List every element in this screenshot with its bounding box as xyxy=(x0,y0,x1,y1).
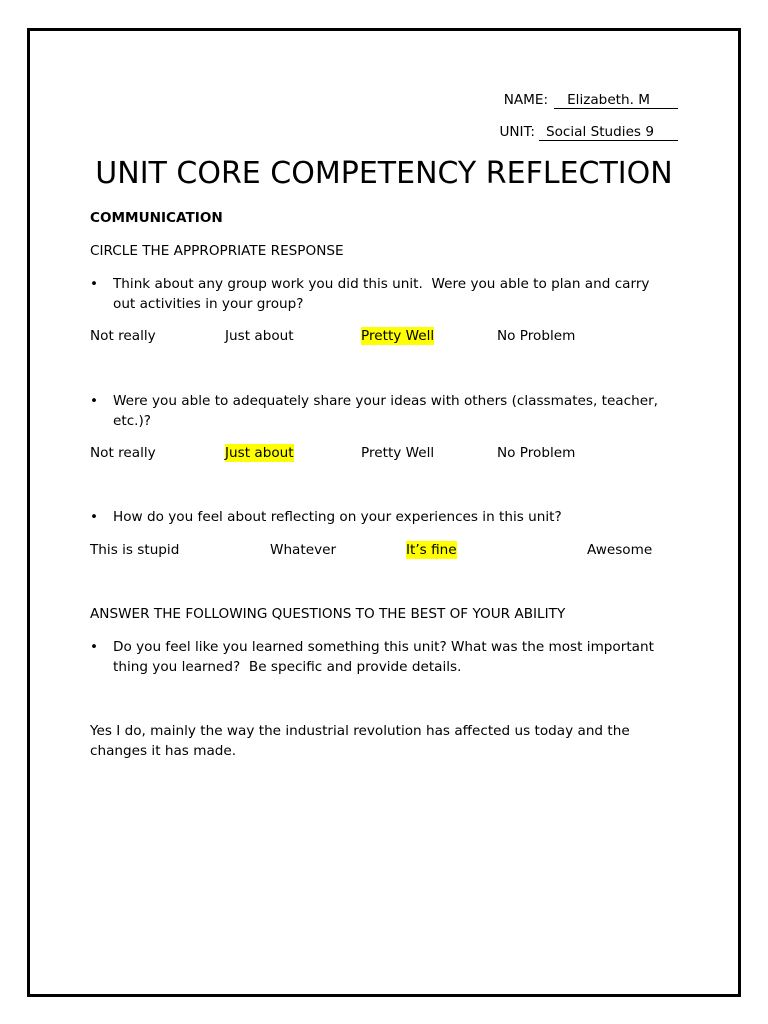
q1-option-no-problem: No Problem xyxy=(497,328,576,344)
q2-option-not-really: Not really xyxy=(90,445,156,461)
section-heading-communication: COMMUNICATION xyxy=(90,210,223,226)
student-answer-line: Yes I do, mainly the way the industrial revolution has affected us today and the xyxy=(90,723,630,739)
name-field-value: Elizabeth. M xyxy=(554,93,678,109)
q3-option-this-is-stupid: This is stupid xyxy=(90,542,180,558)
worksheet-title: UNIT CORE COMPETENCY REFLECTION xyxy=(95,156,673,191)
q2-option-pretty-well: Pretty Well xyxy=(361,445,435,461)
question-4-line: thing you learned? Be specific and provide details. xyxy=(113,659,462,675)
question-3-line: How do you feel about reflecting on your experiences in this unit? xyxy=(113,509,562,525)
name-field xyxy=(504,90,678,110)
question-1-line: Think about any group work you did this unit. Were you able to plan and carry xyxy=(113,276,650,292)
q1-option-pretty-well: Pretty Well xyxy=(361,328,435,344)
bullet-marker: • xyxy=(90,276,99,292)
question-2 xyxy=(113,391,658,431)
bullet-marker: • xyxy=(90,639,99,655)
question-4 xyxy=(113,637,654,677)
question-1 xyxy=(113,274,649,314)
q3-option-awesome: Awesome xyxy=(587,542,653,558)
unit-field xyxy=(499,122,678,142)
name-field-label: NAME: xyxy=(503,92,549,108)
bullet-marker: • xyxy=(90,509,99,525)
student-answer xyxy=(90,721,630,761)
student-answer-line: changes it has made. xyxy=(90,743,237,759)
question-2-response-options xyxy=(0,443,768,463)
question-3 xyxy=(113,507,562,527)
question-4-line: Do you feel like you learned something this unit? What was the most important xyxy=(113,639,654,655)
bullet-marker: • xyxy=(90,393,99,409)
q2-option-just-about: Just about xyxy=(225,445,294,461)
question-1-line: out activities in your group? xyxy=(113,296,304,312)
q2-option-no-problem: No Problem xyxy=(497,445,576,461)
q3-option-whatever: Whatever xyxy=(270,542,337,558)
unit-field-value: Social Studies 9 xyxy=(539,125,678,141)
q1-option-not-really: Not really xyxy=(90,328,156,344)
question-1-response-options xyxy=(0,326,768,346)
q3-option-its-fine: It’s fine xyxy=(406,542,457,558)
unit-field-label: UNIT: xyxy=(499,124,535,140)
question-2-line: etc.)? xyxy=(113,413,152,429)
instruction-circle-response: CIRCLE THE APPROPRIATE RESPONSE xyxy=(90,243,344,259)
q1-option-just-about: Just about xyxy=(225,328,294,344)
question-2-line: Were you able to adequately share your ideas with others (classmates, teacher, xyxy=(113,393,658,409)
instruction-answer-questions: ANSWER THE FOLLOWING QUESTIONS TO THE BEST OF YOUR ABILITY xyxy=(90,606,566,622)
question-3-response-options xyxy=(0,540,768,560)
